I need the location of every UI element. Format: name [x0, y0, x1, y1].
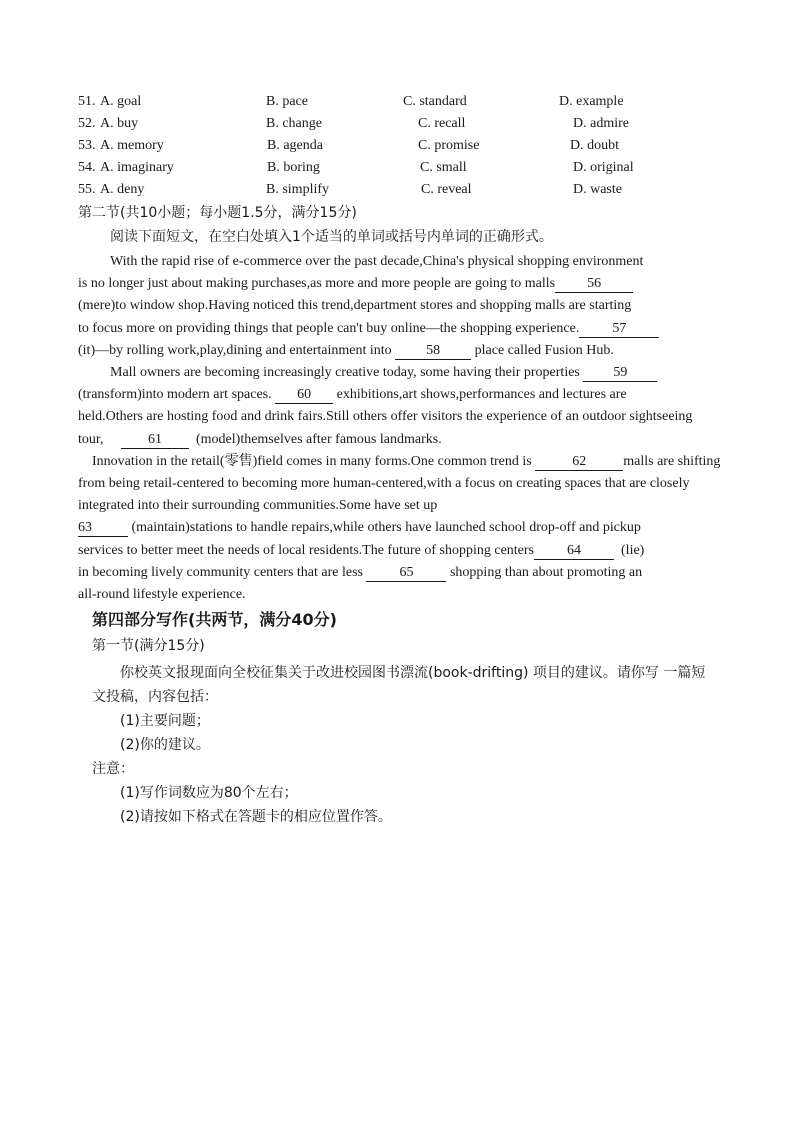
passage-text: malls are shifting [623, 453, 721, 469]
part4-title: 第四部分写作(共两节，满分40分) [92, 610, 337, 629]
passage-line [78, 273, 764, 295]
option-b: B. pace [266, 94, 308, 109]
option-c: C. standard [403, 94, 467, 109]
option-c: C. small [420, 160, 467, 175]
blank-65[interactable]: 65 [366, 565, 446, 582]
passage-text: (transform)into modern art spaces. [78, 387, 272, 403]
passage-line: from being retail-centered to becoming more human-centered,with a focus on creating spaces that are closely [78, 476, 690, 492]
blank-63[interactable]: 63 [78, 520, 128, 537]
blank-59[interactable]: 59 [583, 365, 657, 382]
option-a: A. memory [100, 138, 164, 153]
passage-text: shopping than about promoting an [449, 564, 643, 580]
option-b: B. boring [267, 160, 320, 175]
passage-text: to focus more on providing things that people can't buy online—the shopping experience. [78, 320, 580, 336]
passage-line [78, 562, 764, 584]
passage-text: tour, [78, 431, 104, 447]
choice-number: 53. [78, 138, 96, 153]
blank-58[interactable]: 58 [395, 343, 471, 360]
passage-text: (it)—by rolling work,play,dining and entertainment into [78, 342, 392, 358]
passage-text: (lie) [621, 542, 645, 558]
note-item: (2)请按如下格式在答题卡的相应位置作答。 [120, 809, 392, 825]
passage-line [78, 429, 764, 451]
passage-line: all-round lifestyle experience. [78, 587, 246, 603]
passage-text: Mall owners are becoming increasingly creative today, some having their properties [110, 365, 580, 381]
passage-text: place called Fusion Hub. [474, 342, 614, 358]
choice-number: 54. [78, 160, 96, 175]
option-b: B. agenda [267, 138, 323, 153]
option-d: D. example [559, 94, 624, 109]
part4-subsection: 第一节(满分15分) [92, 638, 205, 654]
choice-number: 55. [78, 182, 96, 197]
passage-text: is no longer just about making purchases,as more and more people are going to malls [78, 276, 556, 292]
option-c: C. reveal [421, 182, 472, 197]
option-b: B. simplify [266, 182, 330, 197]
option-d: D. doubt [570, 138, 619, 153]
passage-text: (model)themselves after famous landmarks. [196, 431, 442, 447]
option-c: C. promise [418, 138, 480, 153]
passage-line: (mere)to window shop.Having noticed this trend,department stores and shopping malls are starting [78, 298, 632, 314]
passage-line [78, 384, 764, 406]
option-c: C. recall [418, 116, 466, 131]
option-a: A. goal [100, 94, 142, 109]
option-a: A. buy [100, 116, 139, 131]
choice-number: 52. [78, 116, 96, 131]
passage-line [78, 340, 764, 362]
writing-prompt-line2: 文投稿，内容包括： [92, 689, 218, 705]
blank-56[interactable]: 56 [555, 276, 633, 293]
option-d: D. original [573, 160, 634, 175]
cloze-passage [78, 251, 764, 606]
passage-text: services to better meet the needs of local residents.The future of shopping centers [78, 542, 535, 558]
passage-line [78, 362, 764, 384]
passage-text: in becoming lively community centers that are less [78, 564, 363, 580]
passage-line [78, 318, 764, 340]
option-d: D. admire [573, 116, 629, 131]
option-b: B. change [266, 116, 322, 131]
note-item: (1)写作词数应为80个左右； [120, 785, 298, 801]
content-item: (2)你的建议。 [120, 737, 210, 753]
blank-60[interactable]: 60 [275, 387, 333, 404]
choice-number: 51. [78, 94, 96, 109]
note-label: 注意： [92, 761, 134, 777]
blank-61[interactable]: 61 [121, 432, 189, 449]
blank-64[interactable]: 64 [534, 543, 614, 560]
passage-line: integrated into their surrounding communities.Some have set up [78, 498, 438, 514]
option-a: A. deny [100, 182, 145, 197]
option-a: A. imaginary [100, 160, 174, 175]
passage-line: With the rapid rise of e-commerce over the past decade,China's physical shopping environment [110, 254, 644, 269]
passage-text: Innovation in the retail(零售)field comes in many forms.One common trend is [92, 453, 532, 469]
passage-line [78, 517, 764, 539]
passage-text: exhibitions,art shows,performances and lectures are [336, 387, 627, 403]
passage-line: held.Others are hosting food and drink fairs.Still others offer visitors the experience of an outdoor sightseeing [78, 409, 693, 425]
section2-instruction: 阅读下面短文，在空白处填入1个适当的单词或括号内单词的正确形式。 [110, 229, 553, 245]
section2-title: 第二节(共10小题；每小题1.5分，满分15分) [78, 205, 357, 221]
option-d: D. waste [573, 182, 622, 197]
content-item: (1)主要问题； [120, 713, 210, 729]
blank-57[interactable]: 57 [579, 321, 659, 338]
passage-line [78, 540, 764, 562]
passage-text: (maintain)stations to handle repairs,while others have launched school drop-off and pickup [131, 520, 641, 536]
passage-line [78, 451, 764, 473]
blank-62[interactable]: 62 [535, 454, 623, 471]
writing-prompt-line1: 你校英文报现面向全校征集关于改进校园图书漂流(book-drifting) 项目的建议。请你写 一篇短 [120, 665, 706, 681]
